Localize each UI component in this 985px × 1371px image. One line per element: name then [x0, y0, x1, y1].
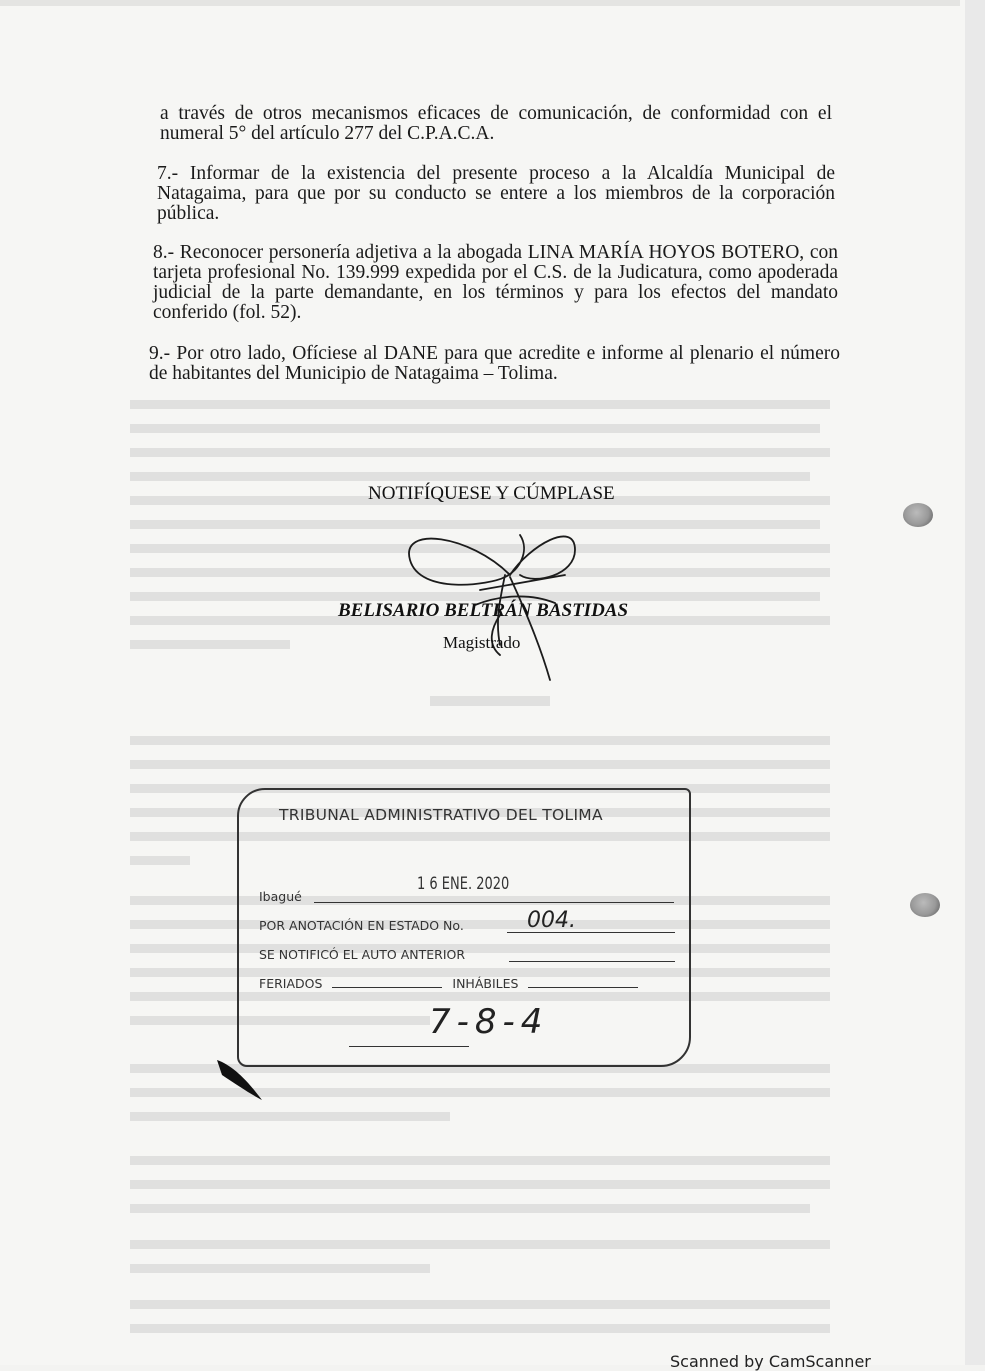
paragraph-text: 8.- Reconocer personería adjetiva a la abogada LINA MARÍA HOYOS BOTERO, con tarjeta profesional No. 139.999 expedida por el C.S. de la Judicatura, como apoderada judicial de la parte demandante, en los términos y para los efectos del mandato conferido (fol. 52).: [153, 242, 838, 323]
stamp-label-anotacion: POR ANOTACIÓN EN ESTADO No.: [259, 918, 464, 933]
signer-role: Magistrado: [443, 633, 521, 652]
paragraph-text: 9.- Por otro lado, Ofíciese al DANE para que acredite e informe al plenario el número de habitantes del Municipio de Natagaima – Tolima.: [149, 343, 840, 384]
stamp-feriados-line: [332, 987, 442, 988]
stamp-court-name: TRIBUNAL ADMINISTRATIVO DEL TOLIMA: [279, 806, 603, 824]
stamp-handwritten-estado: 004.: [527, 908, 576, 933]
stamp-row-date: [259, 889, 302, 904]
stamp-label-city: Ibagué: [259, 889, 302, 904]
stamp-date: 1 6 ENE. 2020: [417, 874, 510, 894]
stamp-row-feriados: [259, 976, 638, 991]
paragraph-text: a través de otros mecanismos eficaces de comunicación, de conformidad con el numeral 5° del artículo 277 del C.P.A.C.A.: [160, 103, 832, 144]
stamp-signature-underline: [349, 1046, 469, 1047]
paragraph-6-continuation: [160, 104, 832, 144]
stamp-handwritten-signature: 7-8-4: [429, 1002, 549, 1042]
page-top-edge: [0, 0, 960, 6]
scanner-watermark: Scanned by CamScanner: [670, 1352, 871, 1371]
page-right-edge: [965, 0, 985, 1365]
paragraph-8: [153, 243, 838, 323]
paragraph-text: 7.- Informar de la existencia del presente proceso a la Alcaldía Municipal de Natagaima, para que por su conducto se entere a los miembros de la corporación pública.: [157, 163, 835, 224]
stamp-row-anotacion: [259, 918, 464, 933]
closing-formula: NOTIFÍQUESE Y CÚMPLASE: [368, 483, 615, 504]
stamp-notifico-line: [509, 961, 675, 962]
court-stamp: [237, 788, 691, 1067]
punch-hole-bottom: [910, 893, 940, 917]
paragraph-7: [157, 164, 835, 224]
punch-hole-top: [903, 503, 933, 527]
paragraph-9: [149, 344, 840, 384]
ink-smudge: [212, 1045, 272, 1105]
stamp-label-inhabiles: INHÁBILES: [452, 976, 519, 991]
stamp-inhabiles-line: [528, 987, 638, 988]
signer-name: BELISARIO BELTRÁN BASTIDAS: [338, 600, 629, 621]
stamp-label-feriados: FERIADOS: [259, 976, 323, 991]
stamp-row-notifico: [259, 947, 465, 962]
stamp-label-notifico: SE NOTIFICÓ EL AUTO ANTERIOR: [259, 947, 466, 962]
stamp-date-line: [314, 902, 674, 903]
